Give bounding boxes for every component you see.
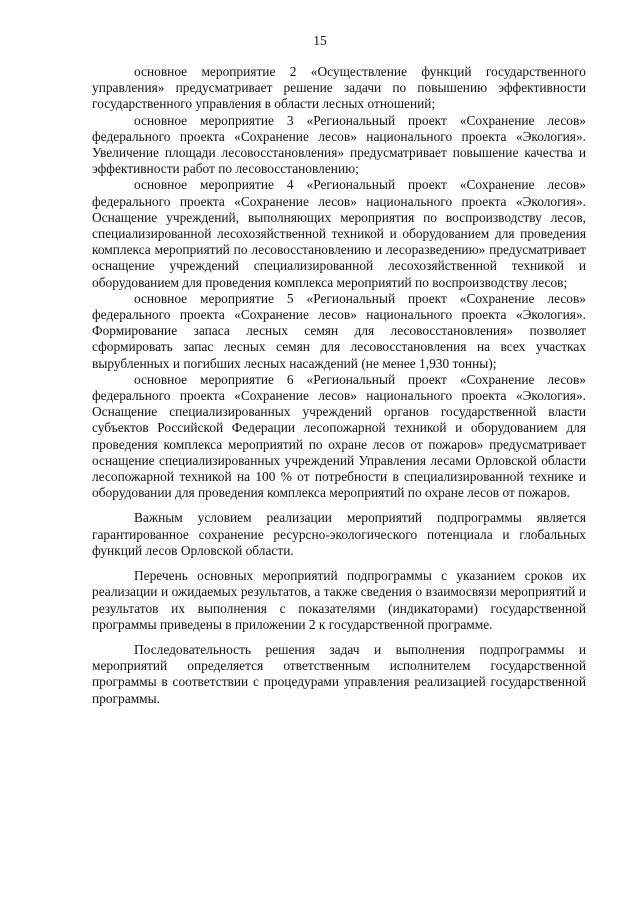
paragraph-main-activity-5: основное мероприятие 5 «Региональный проект «Сохранение лесов» федерального проекта «Сохранение лесов» национального проекта «Экология». Формирование запаса лесных семян для лесовосстановления» позволяет сформировать запас лесных семян для лесовосстановления на всех участках вырубленных и погибших лесных насаждений (не менее 1,930 тонны); <box>92 290 586 371</box>
paragraph-important-condition: Важным условием реализации мероприятий подпрограммы является гарантированное сохранение ресурсно-экологического потенциала и глобальных функций лесов Орловской области. <box>92 510 586 558</box>
paragraph-main-activity-4: основное мероприятие 4 «Региональный проект «Сохранение лесов» федерального проекта «Сохранение лесов» национального проекта «Экология». Оснащение учреждений, выполняющих мероприятия по воспроизводству лесов, специализированной лесохозяйственной техникой и оборудованием для проведения комплекса мероприятий по лесовосстановлению и лесоразведению» предусматривает оснащение учреждений специализированной лесохозяйственной техникой и оборудованием для проведения комплекса мероприятий по воспроизводству лесов; <box>92 177 586 290</box>
page-number: 15 <box>313 33 327 48</box>
paragraph-activities-list: Перечень основных мероприятий подпрограммы с указанием сроков их реализации и ожидаемых результатов, а также сведения о взаимосвязи мероприятий и результатов их выполнения с показателями (индикаторами) государственной программы приведены в приложении 2 к государственной программе. <box>92 568 586 632</box>
paragraph-main-activity-6: основное мероприятие 6 «Региональный проект «Сохранение лесов» федерального проекта «Сохранение лесов» национального проекта «Экология». Оснащение специализированных учреждений органов государственной власти субъектов Российской Федерации лесопожарной техникой и оборудованием для проведения комплекса мероприятий по охране лесов от пожаров» предусматривает оснащение специализированных учреждений Управления лесами Орловской области лесопожарной техникой на 100 % от потребности в специализированной технике и оборудовании для проведения комплекса мероприятий по охране лесов от пожаров. <box>92 371 586 501</box>
paragraph-main-activity-3: основное мероприятие 3 «Региональный проект «Сохранение лесов» федерального проекта «Сохранение лесов» национального проекта «Экология». Увеличение площади лесовосстановления» предусматривает повышение качества и эффективности работ по лесовосстановлению; <box>92 112 586 177</box>
paragraph-sequence: Последовательность решения задач и выполнения подпрограммы и мероприятий определяется ответственным исполнителем государственной программы в соответствии с процедурами управления реализацией государственной программы. <box>92 641 586 706</box>
document-body <box>92 64 586 707</box>
paragraph-main-activity-2: основное мероприятие 2 «Осуществление функций государственного управления» предусматривает решение задачи по повышению эффективности государственного управления в области лесных отношений; <box>92 64 586 112</box>
